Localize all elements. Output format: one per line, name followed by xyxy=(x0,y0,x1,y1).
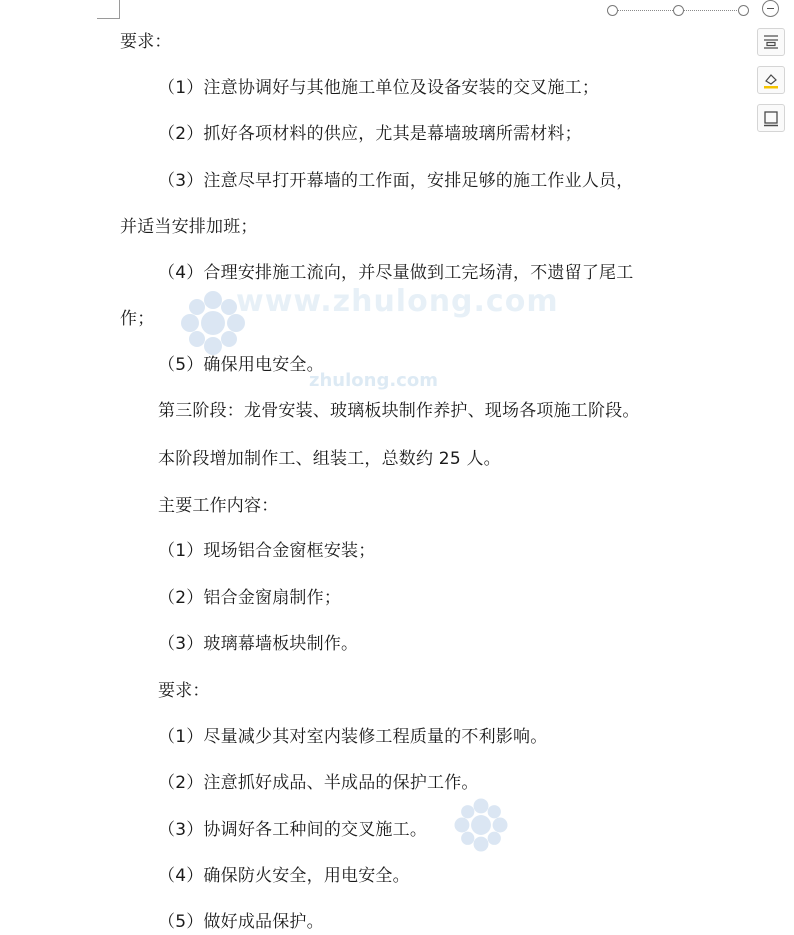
text-line: （4）确保防火安全，用电安全。 xyxy=(158,866,410,886)
text-line: 作； xyxy=(120,309,155,329)
text-line: 要求： xyxy=(120,32,172,52)
minus-icon xyxy=(767,8,774,9)
resize-handle-right[interactable] xyxy=(738,5,749,16)
text-line: 本阶段增加制作工、组装工，总数约 25 人。 xyxy=(158,449,501,469)
resize-handle-left[interactable] xyxy=(607,5,618,16)
collapse-button[interactable] xyxy=(762,0,779,17)
text-line: （2）注意抓好成品、半成品的保护工作。 xyxy=(158,773,479,793)
layout-options-button[interactable] xyxy=(757,28,785,56)
resize-handle-middle[interactable] xyxy=(673,5,684,16)
object-resize-handles[interactable] xyxy=(605,2,755,20)
text-line: 要求： xyxy=(158,681,210,701)
text-line: 第三阶段：龙骨安装、玻璃板块制作养护、现场各项施工阶段。 xyxy=(158,401,640,421)
text-line: （3）注意尽早打开幕墙的工作面，安排足够的施工作业人员， xyxy=(158,171,634,191)
text-line: （1）注意协调好与其他施工单位及设备安装的交叉施工； xyxy=(158,78,600,98)
watermark-brand: zhulong.com xyxy=(309,370,438,391)
text-line: （4）合理安排施工流向，并尽量做到工完场清，不遗留了尾工 xyxy=(158,263,634,283)
text-line: （5）确保用电安全。 xyxy=(158,355,324,375)
text-line: 主要工作内容： xyxy=(158,496,279,516)
text-line: 并适当安排加班； xyxy=(120,217,258,237)
text-line: （2）铝合金窗扇制作； xyxy=(158,588,342,608)
fill-color-button[interactable] xyxy=(757,66,785,94)
frame-icon xyxy=(762,109,780,127)
text-line: （3）协调好各工种间的交叉施工。 xyxy=(158,820,428,840)
frame-button[interactable] xyxy=(757,104,785,132)
layout-options-icon xyxy=(762,33,780,51)
text-line: （1）尽量减少其对室内装修工程质量的不利影响。 xyxy=(158,727,548,747)
text-line: （1）现场铝合金窗框安装； xyxy=(158,541,376,561)
text-line: （3）玻璃幕墙板块制作。 xyxy=(158,634,359,654)
watermark-url: www.zhulong.com xyxy=(236,284,559,319)
watermark-logo-small-icon xyxy=(452,796,510,854)
text-line: （2）抓好各项材料的供应，尤其是幕墙玻璃所需材料； xyxy=(158,124,582,144)
fill-color-icon xyxy=(762,71,780,89)
page-corner-marker xyxy=(97,0,120,19)
text-line: （5）做好成品保护。 xyxy=(158,912,324,932)
